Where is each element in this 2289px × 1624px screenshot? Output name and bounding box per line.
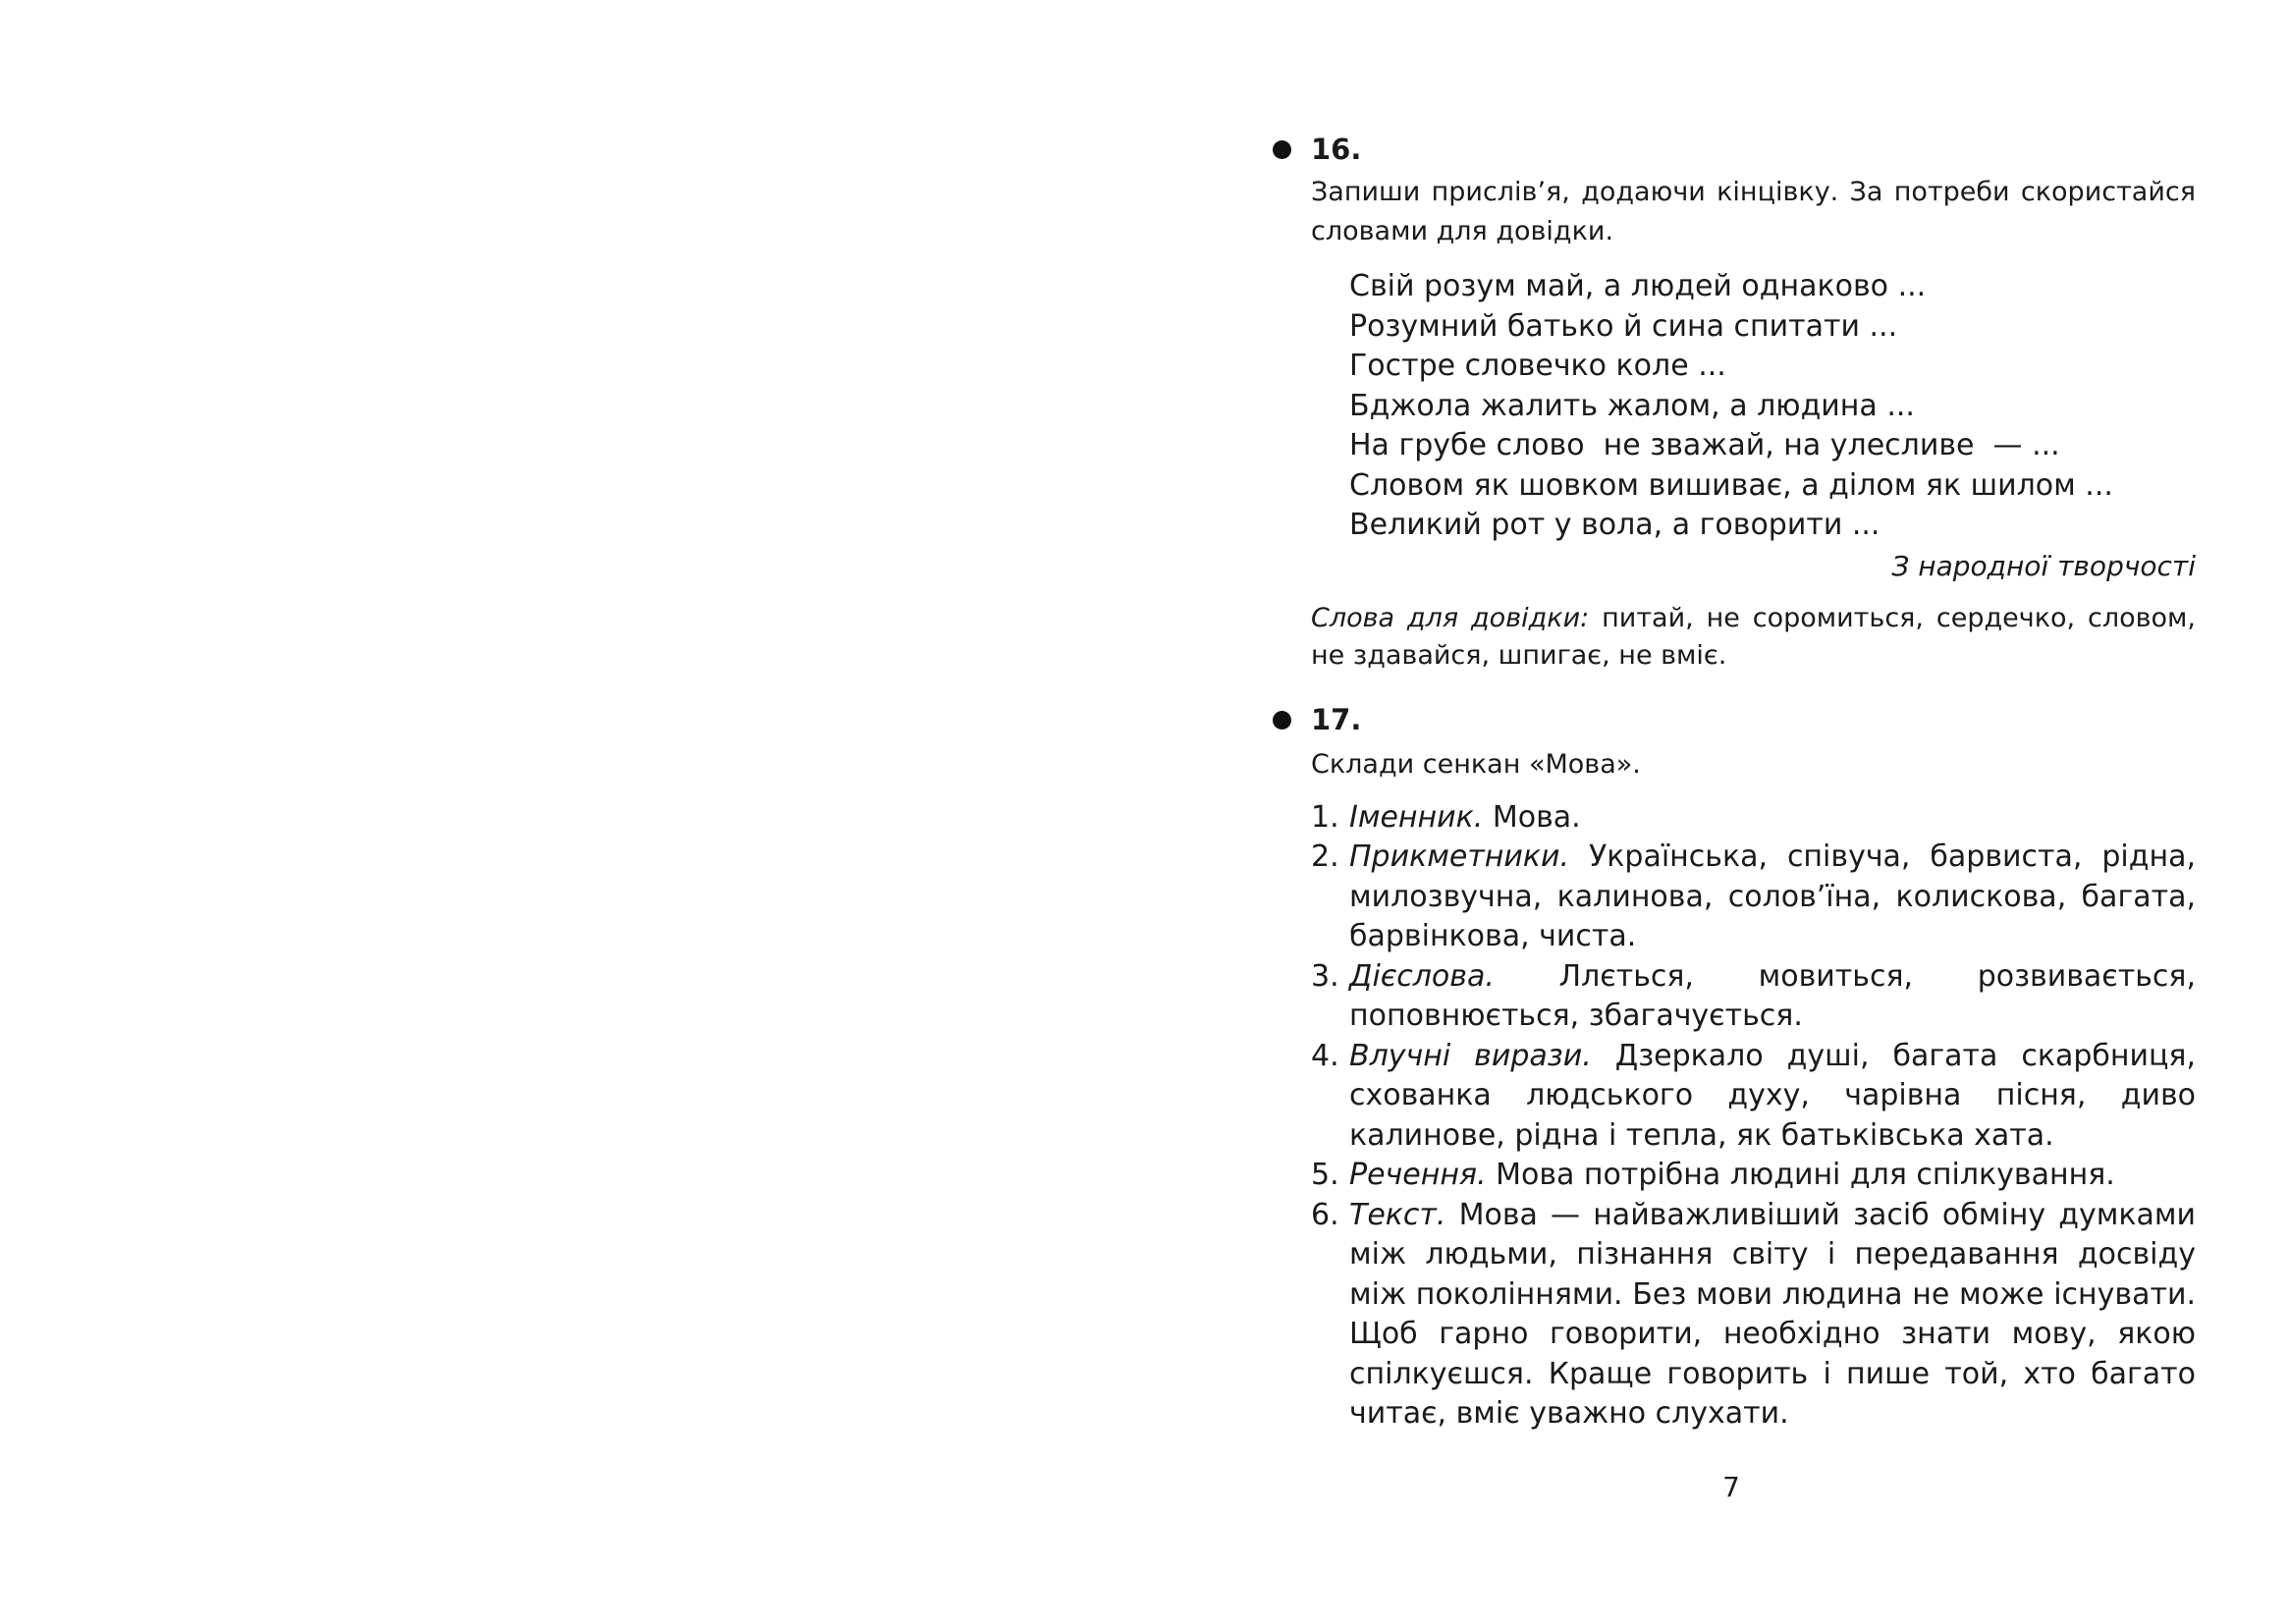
item-text: Мова — найважливіший засіб обміну думками між людьми, пізнання світу і передавання досвіду між поколіннями. Без мови людина не може існувати. Щоб гарно говорити, необхідно знати мову, якою спілкуєшся. Краще говорить і пише той, хто багато читає, вміє уважно слухати. [1349, 1197, 2196, 1431]
item-term: Іменник. [1349, 799, 1484, 835]
item-text: Мова. [1483, 799, 1581, 835]
item-text: Дзеркало душі, багата скарбниця, схованка людського духу, чарівна пісня, диво калинове, рідна і тепла, як батьківська хата. [1349, 1038, 2196, 1153]
item-term: Речення. [1349, 1158, 1487, 1192]
proverb-list [1349, 267, 2196, 546]
item-number: 2. [1311, 839, 1339, 874]
list-item [1311, 1037, 2196, 1157]
list-item [1311, 838, 2196, 957]
reference-label: Слова для довідки: [1311, 602, 1590, 633]
proverb-line: Гостре словечко коле ... [1349, 349, 1726, 383]
proverb-line: Свій розум май, а людей однаково ... [1349, 269, 1927, 303]
cinquain-list [1311, 798, 2196, 1435]
item-number: 6. [1311, 1197, 1339, 1232]
item-body [1349, 1156, 2196, 1196]
item-body [1349, 798, 2196, 839]
exercise-16-header [1273, 130, 2196, 173]
exercise-17-number: 17. [1311, 702, 1362, 736]
item-term: Прикметники. [1349, 839, 1570, 874]
item-term: Текст. [1349, 1197, 1446, 1232]
bullet-icon [1273, 140, 1291, 159]
proverb-line: Бджола жалить жалом, а людина ... [1349, 388, 1915, 423]
page-content [1273, 130, 2196, 1435]
exercise-17-header [1273, 700, 2196, 743]
exercise-17 [1273, 700, 2196, 1435]
exercise-16 [1273, 130, 2196, 675]
item-body [1349, 1196, 2196, 1435]
item-text: Мова потрібна людині для спілкування. [1486, 1158, 2115, 1192]
item-number: 5. [1311, 1158, 1339, 1192]
list-item [1311, 1196, 2196, 1435]
item-number: 4. [1311, 1038, 1339, 1073]
item-text: Ллється, мовиться, розвивається, поповнюється, збагачується. [1349, 958, 2196, 1033]
item-term: Влучні вирази. [1349, 1038, 1592, 1073]
source-attribution: З народної творчості [1891, 549, 2196, 582]
item-body [1349, 957, 2196, 1037]
list-item [1311, 1156, 2196, 1196]
proverb-line: На грубе слово не зважай, на улесливе — ... [1349, 428, 2060, 462]
list-item [1311, 798, 2196, 839]
bullet-icon [1273, 711, 1291, 730]
exercise-16-number: 16. [1311, 133, 1362, 166]
reference-words-list: питай, не соромиться, сердечко, словом, не здавайся, шпигає, не вміє. [1311, 602, 2196, 671]
exercise-17-instruction: Склади сенкан «Мова». [1311, 748, 1641, 780]
page-number: 7 [1722, 1471, 1740, 1503]
exercise-16-instruction: Запиши прислів’я, додаючи кінцівку. За потреби скористайся словами для довідки. [1311, 177, 2196, 246]
item-term: Дієслова. [1349, 958, 1495, 994]
proverb-line: Розумний батько й сина спитати ... [1349, 308, 1898, 344]
list-item [1311, 957, 2196, 1037]
reference-words [1311, 600, 2196, 675]
item-text: Українська, співуча, барвиста, рідна, милозвучна, калинова, солов’їна, колискова, багата, барвінкова, чиста. [1349, 839, 2196, 953]
item-body [1349, 838, 2196, 957]
proverb-line: Великий рот у вола, а говорити ... [1349, 508, 1880, 542]
proverb-line: Словом як шовком вишиває, а ділом як шилом ... [1349, 467, 2113, 503]
item-number: 1. [1311, 799, 1339, 835]
item-number: 3. [1311, 958, 1339, 994]
item-body [1349, 1037, 2196, 1157]
